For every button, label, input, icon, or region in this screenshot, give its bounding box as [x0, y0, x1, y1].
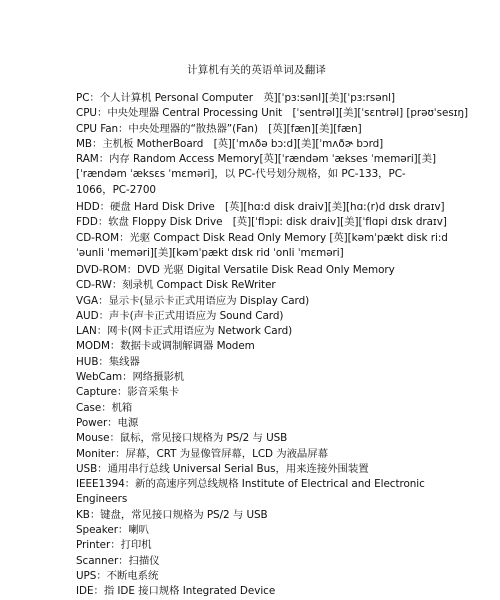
text-line: Engineers [76, 493, 128, 506]
text-line: USB：通用串行总线 Universal Serial Bus，用来连接外围装置 [76, 462, 369, 475]
text-line: CD-RW：刻录机 Compact Disk ReWriter [76, 279, 276, 292]
text-line: HUB：集线器 [76, 355, 140, 368]
text-line: CD-ROM：光驱 Compact Disk Read Only Memory [英][kəmˈpækt disk ri:d [76, 231, 448, 244]
text-line: IDE：指 IDE 接口规格 Integrated Device [76, 585, 276, 598]
text-line: LAN：网卡(网卡正式用语应为 Network Card) [76, 325, 293, 338]
text-line: MODM：数据卡或调制解调器 Modem [76, 340, 255, 353]
text-line: Speaker：喇叭 [76, 524, 149, 537]
text-line: FDD：软盘 Floppy Disk Drive [英][ˈflɔpi: disk draiv][美][ˈflɑpi dɪsk draɪv] [76, 216, 447, 229]
text-line: IEEE1394：新的高速序列总线规格 Institute of Electrical and Electronic [76, 478, 425, 491]
paragraph-drives [76, 200, 486, 261]
text-line: Power：电源 [76, 416, 139, 429]
text-line: PC：个人计算机 Personal Computer 英][ˈpɜ:sənl][美][ˈpɜ:rsənl] [76, 92, 395, 104]
text-line: HDD：硬盘 Hard Disk Drive [英][hɑ:d disk draiv][美][hɑ:(r)d dɪsk draɪv] [76, 201, 445, 213]
text-line: DVD-ROM：DVD 光驱 Digital Versatile Disk Read Only Memory [76, 264, 395, 276]
text-line: Scanner：扫描仪 [76, 554, 160, 567]
text-line: WebCam：网络摄影机 [76, 371, 185, 384]
text-line: MB：主机板 MotherBoard [英][ˈmʌðə bɔ:d][美][ˈmʌðɚ bɔrd] [76, 137, 384, 150]
text-line: VGA：显示卡(显示卡正式用语应为 Display Card) [76, 294, 310, 307]
paragraph-hardware-basics [76, 91, 486, 198]
text-line: CPU：中央处理器 Central Processing Unit [ˈsentrəl][美][ˈsɛntrəl] [prəʊˈsesɪŋ] [76, 107, 469, 120]
text-line: Printer：打印机 [76, 539, 152, 552]
text-line: AUD：声卡(声卡正式用语应为 Sound Card) [76, 309, 284, 322]
text-line: UPS：不断电系统 [76, 569, 159, 582]
text-line: CPU Fan：中央处理器的“散热器”(Fan) [英][fæn][美][fæn] [76, 122, 362, 135]
document-title: 计算机有关的英语单词及翻译 [187, 64, 327, 76]
text-line: Mouse：鼠标，常见接口规格为 PS/2 与 USB [76, 432, 288, 445]
text-line: RAM：内存 Random Access Memory[英][ˈrændəm ˈækses ˈmeməri][美] [76, 153, 437, 166]
text-line: [ˈrændəm ˈæksɛs ˈmɛməri]，以 PC-代号划分规格，如 PC-133，PC- [76, 168, 406, 181]
text-line: Moniter：屏幕，CRT 为显像管屏幕，LCD 为液晶屏幕 [76, 447, 328, 460]
text-line: 1066，PC-2700 [76, 183, 156, 196]
text-line: Case：机箱 [76, 401, 133, 414]
text-line: Capture：影音采集卡 [76, 386, 180, 399]
paragraph-peripherals [76, 263, 486, 600]
text-line: KB：键盘，常见接口规格为 PS/2 与 USB [76, 508, 268, 521]
text-line: ˈəunli ˈmeməri][美][kəmˈpækt dɪsk rid ˈonli ˈmɛməri] [76, 246, 344, 259]
